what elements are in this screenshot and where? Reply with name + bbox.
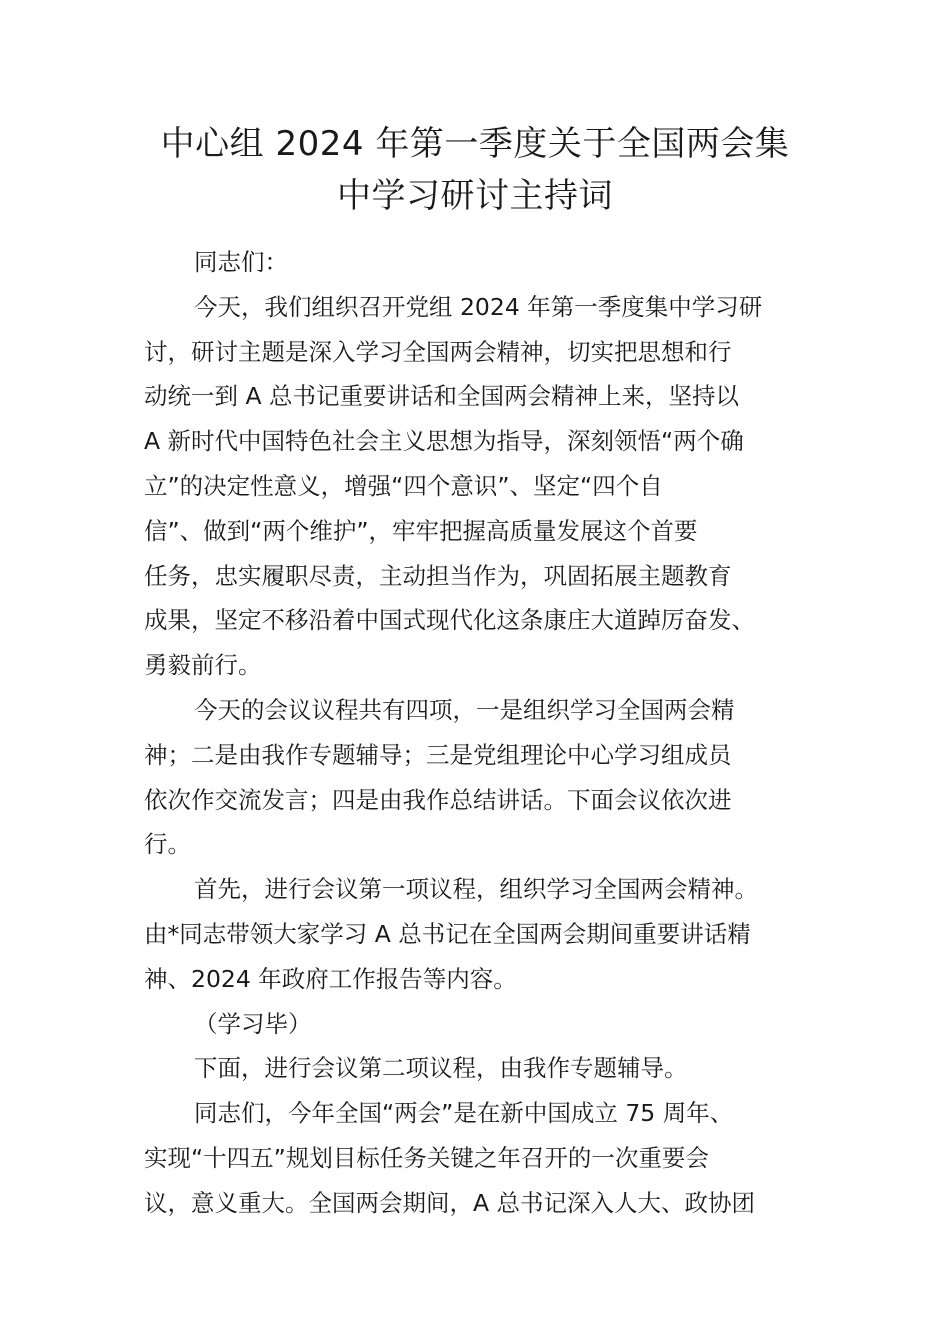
paragraph-2-line: 今天的会议议程共有四项，一是组织学习全国两会精: [194, 695, 735, 724]
paragraph-3-line: 由*同志带领大家学习 A 总书记在全国两会期间重要讲话精: [144, 919, 751, 948]
paragraph-4-line: （学习毕）: [194, 1009, 312, 1038]
paragraph-2-line: 行。: [144, 830, 191, 859]
paragraph-1-line: 讨，研讨主题是深入学习全国两会精神，切实把思想和行: [144, 337, 732, 366]
paragraph-1-line: 成果，坚定不移沿着中国式现代化这条康庄大道踔厉奋发、: [144, 606, 755, 635]
paragraph-1-line: 勇毅前行。: [144, 651, 262, 680]
paragraph-5-line: 下面，进行会议第二项议程，由我作专题辅导。: [194, 1054, 688, 1083]
paragraph-1-line: 动统一到 A 总书记重要讲话和全国两会精神上来，坚持以: [144, 382, 740, 411]
title-line-1: 中心组 2024 年第一季度关于全国两会集: [160, 124, 790, 164]
paragraph-2-line: 神；二是由我作专题辅导；三是党组理论中心学习组成员: [144, 740, 732, 769]
paragraph-1-line: 信”、做到“两个维护”，牢牢把握高质量发展这个首要: [144, 516, 698, 545]
title-line-2: 中学习研讨主持词: [337, 176, 613, 216]
paragraph-1-line: 任务，忠实履职尽责，主动担当作为，巩固拓展主题教育: [144, 561, 732, 590]
paragraph-1-line: 今天，我们组织召开党组 2024 年第一季度集中学习研: [194, 292, 763, 321]
paragraph-3-line: 首先，进行会议第一项议程，组织学习全国两会精神。: [194, 875, 758, 904]
paragraph-1-line: 立”的决定性意义，增强“四个意识”、坚定“四个自: [144, 471, 663, 500]
paragraph-6-line: 实现“十四五”规划目标任务关键之年召开的一次重要会: [144, 1143, 709, 1172]
salutation: 同志们：: [194, 248, 288, 276]
paragraph-2-line: 依次作交流发言；四是由我作总结讲话。下面会议依次进: [144, 785, 732, 814]
document-title: [130, 118, 820, 222]
paragraph-6-line: 议，意义重大。全国两会期间，A 总书记深入人大、政协团: [144, 1188, 756, 1217]
paragraph-6-line: 同志们，今年全国“两会”是在新中国成立 75 周年、: [194, 1099, 734, 1128]
document-body: [144, 240, 812, 1226]
paragraph-3-line: 神、2024 年政府工作报告等内容。: [144, 964, 517, 993]
paragraph-1-line: A 新时代中国特色社会主义思想为指导，深刻领悟“两个确: [144, 427, 744, 456]
